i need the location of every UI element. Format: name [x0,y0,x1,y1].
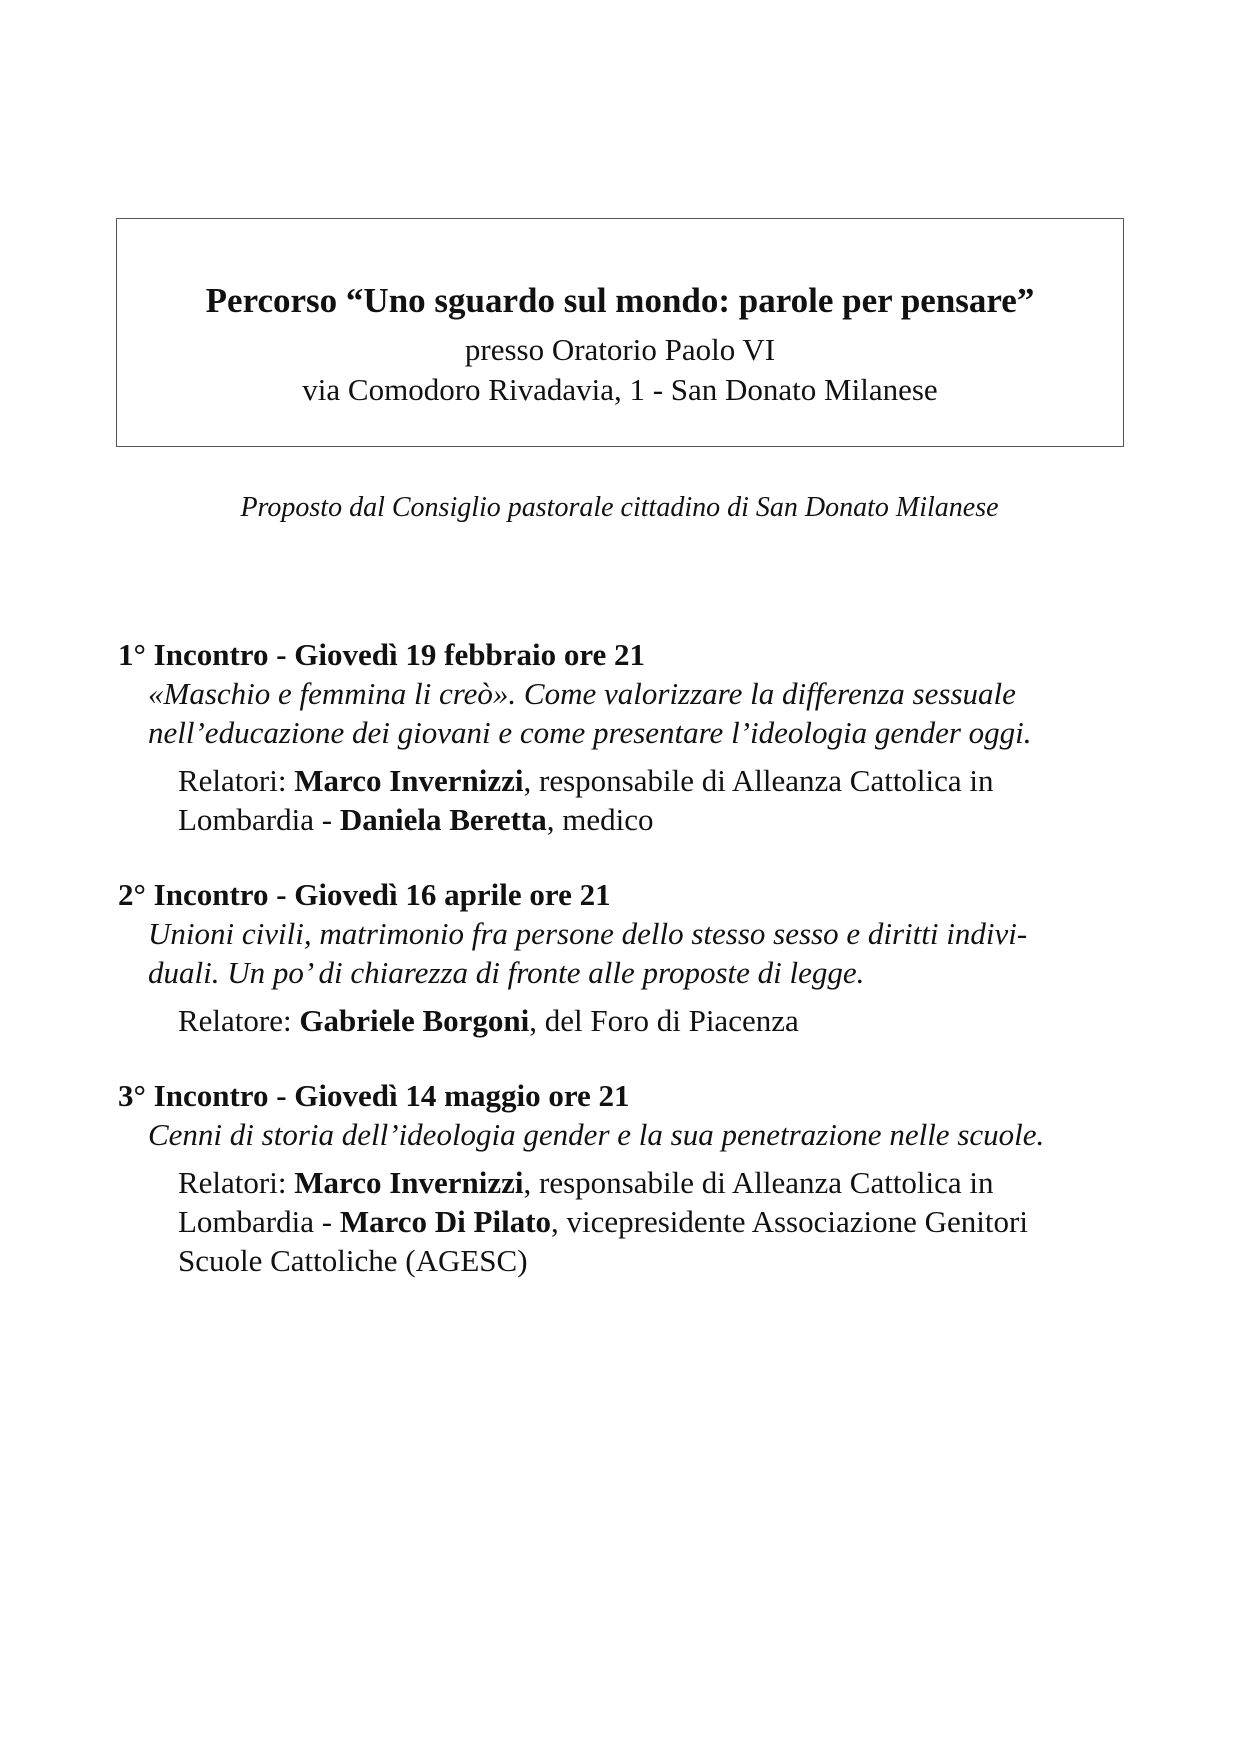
speaker-role: , responsabile di Alleanza Cattolica in [523,763,994,798]
topic-line: «Maschio e femmina li creò». Come valorizzare la differenza sessuale [148,676,1016,711]
meeting-1 [118,636,1118,839]
topic-line: Cenni di storia dell’ideologia gender e la sua penetrazione nelle scuole. [148,1117,1045,1152]
speaker-role: , del Foro di Piacenza [529,1003,799,1038]
speaker-name: Gabriele Borgoni [299,1003,530,1038]
meeting-heading: 1° Incontro - Giovedì 19 febbraio ore 21 [118,637,646,672]
meeting-heading: 2° Incontro - Giovedì 16 aprile ore 21 [118,877,611,912]
speakers-label: Relatore: [178,1003,300,1038]
venue-text: presso Oratorio Paolo VI [464,332,776,367]
meeting-3 [118,1077,1118,1280]
topic-line: nell’educazione dei giovani e come presentare l’ideologia gender oggi. [148,715,1032,750]
speaker-line [178,761,1118,800]
meeting-speakers [178,1001,1118,1040]
meeting-heading: 3° Incontro - Giovedì 14 maggio ore 21 [118,1078,630,1113]
speaker-name: Marco Invernizzi [294,1165,524,1200]
speaker-line [178,1241,1118,1280]
address-text: via Comodoro Rivadavia, 1 - San Donato Milanese [302,372,938,407]
speakers-label: Relatori: [178,1165,295,1200]
speaker-role: , responsabile di Alleanza Cattolica in [523,1165,994,1200]
speaker-role: , vicepresidente Associazione Genitori [551,1204,1028,1239]
speaker-role: Scuole Cattoliche (AGESC) [178,1243,528,1278]
header-box [116,218,1124,447]
meeting-speakers [178,761,1118,839]
speaker-line [178,1163,1118,1202]
meeting-2 [118,876,1118,1040]
speaker-line [178,800,1118,839]
meeting-topic [148,914,1118,992]
meeting-speakers [178,1163,1118,1280]
speaker-name: Daniela Beretta [339,802,547,837]
meeting-topic [148,674,1118,752]
speaker-separator: Lombardia - [178,1204,340,1239]
speakers-label: Relatori: [178,763,295,798]
topic-line: duali. Un po’ di chiarezza di fronte alle proposte di legge. [148,955,865,990]
speaker-name: Marco Invernizzi [294,763,524,798]
speaker-line [178,1001,1118,1040]
page-title: Percorso “Uno sguardo sul mondo: parole per pensare” [205,281,1035,320]
topic-line: Unioni civili, matrimonio fra persone dello stesso sesso e diritti indivi- [148,916,1028,951]
speaker-name: Marco Di Pilato [339,1204,552,1239]
speaker-role: , medico [546,802,654,837]
proposer-text: Proposto dal Consiglio pastorale cittadino di San Donato Milanese [240,492,999,523]
speaker-separator: Lombardia - [178,802,340,837]
meeting-topic [148,1115,1118,1154]
speaker-line [178,1202,1118,1241]
